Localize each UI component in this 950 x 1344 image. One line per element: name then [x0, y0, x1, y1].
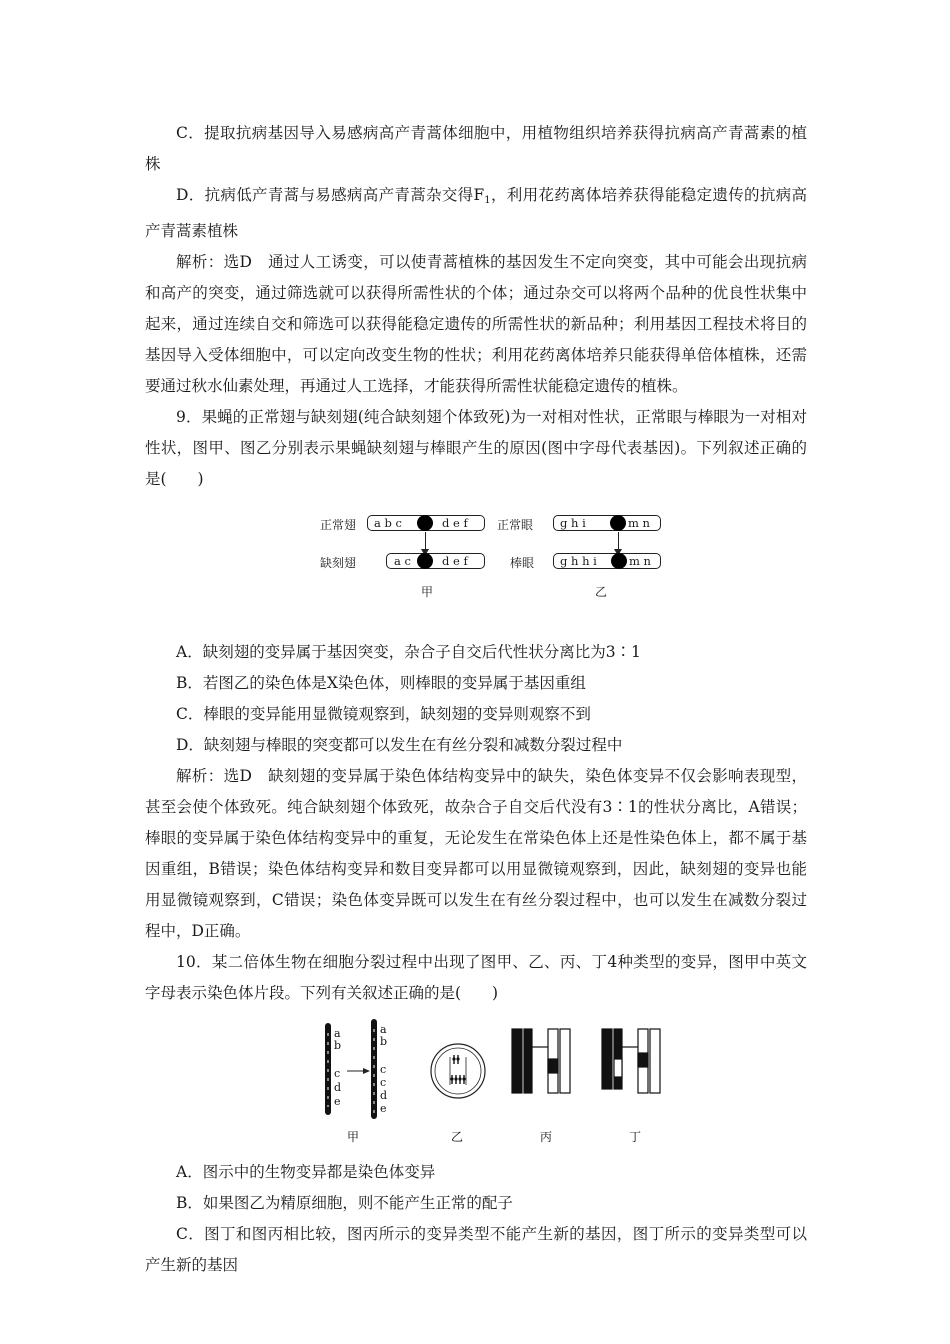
centromere [417, 515, 433, 531]
chromosomes-bing [512, 1029, 570, 1093]
notch-wing-label: 缺刻翅 [320, 556, 357, 570]
normal-eye-label: 正常眼 [497, 518, 534, 532]
q9-stem: 9．果蝇的正常翅与缺刻翅(纯合缺刻翅个体致死)为一对相对性状，正常眼与棒眼为一对相对性状，图甲、图乙分别表示果蝇缺刻翅与棒眼产生的原因(图中字母代表基因)。下列叙述正确的是( ) [145, 408, 807, 488]
q9-figure [145, 505, 807, 627]
letter: b [380, 1035, 388, 1048]
arrow-right-icon [363, 1068, 370, 1074]
bar-eye-label: 棒眼 [510, 556, 535, 570]
chromosome-bar-eye: g h h i m n [553, 553, 661, 569]
letter: b [334, 1039, 342, 1052]
chromosome-variation-diagram [145, 1017, 807, 1149]
caption-ding: 丁 [629, 1130, 642, 1144]
document-page [145, 118, 807, 1281]
caption-jia: 甲 [421, 585, 434, 599]
normal-wing-label: 正常翅 [320, 518, 357, 532]
q9-analysis: 解析：选D 缺刻翅的变异属于染色体结构变异中的缺失，染色体变异不仅会影响表现型，甚至会使个体致死。纯合缺刻翅个体致死，故杂合子自交后代没有3∶1的性状分离比，A错误；棒眼的变异属于染色体结构变异中的重复，无论发生在常染色体上还是性染色体上，都不属于基因重组，B错误；染色体结构变异和数目变异都可以用显微镜观察到，因此，缺刻翅的变异也能用显微镜观察到，C错误；染色体变异既可以发生在有丝分裂过程中，也可以发生在减数分裂过程中，D正确。 [145, 767, 807, 940]
q8-analysis: 解析：选D 通过人工诱变，可以使青蒿植株的基因发生不定向突变，其中可能会出现抗病和高产的突变，通过筛选就可以获得所需性状的个体；通过杂交可以将两个品种的优良性状集中起来，通过连续自交和筛选可以获得能稳定遗传的所需性状的新品种；利用基因工程技术将目的基因导入受体细胞中，可以定向改变生物的性状；利用花药离体培养只能获得单倍体植株，还需要通过秋水仙素处理，再通过人工选择，才能获得所需性状能稳定遗传的植株。 [145, 253, 807, 395]
q10-option-a: A．图示中的生物变异都是染色体变异 [176, 1163, 436, 1181]
arrow-down [618, 532, 619, 550]
letter: d [334, 1081, 342, 1094]
centromere [611, 553, 627, 569]
subscript-1: 1 [484, 195, 491, 206]
q8-option-d: D．抗病低产青蒿与易感病高产青蒿杂交得$F_1$，利用花药离体培养获得能稳定遗传的抗病高产青蒿素植株 [145, 186, 807, 240]
letter: e [380, 1102, 387, 1115]
letter: c [380, 1063, 387, 1076]
q8-option-c: C．提取抗病基因导入易感病高产青蒿体细胞中，用植物组织培养获得抗病高产青蒿素的植株 [145, 124, 807, 173]
q9-option-d: D．缺刻翅与棒眼的突变都可以发生在有丝分裂和减数分裂过程中 [176, 736, 623, 754]
q9-option-a: A．缺刻翅的变异属于基因突变，杂合子自交后代性状分离比为3∶1 [176, 643, 641, 661]
letter: a [334, 1027, 341, 1040]
letter: e [334, 1095, 341, 1108]
q10-option-b: B．如果图乙为精原细胞，则不能产生正常的配子 [176, 1194, 513, 1212]
centromere [610, 515, 626, 531]
letter: c [334, 1067, 341, 1080]
centromere [417, 553, 433, 569]
letter: d [380, 1089, 388, 1102]
letter: c [380, 1076, 387, 1089]
arrow-down [425, 532, 426, 550]
caption-bing: 丙 [540, 1130, 553, 1144]
chromosome-normal-wing: a b c d e f [367, 515, 485, 531]
q9-option-c: C．棒眼的变异能用显微镜观察到，缺刻翅的变异则观察不到 [176, 705, 591, 723]
caption-yi: 乙 [451, 1130, 464, 1144]
q10-stem: 10．某二倍体生物在细胞分裂过程中出现了图甲、乙、丙、丁4种类型的变异，图甲中英文字母表示染色体片段。下列有关叙述正确的是( ) [145, 953, 807, 1002]
chromosome-jia-right [371, 1019, 377, 1119]
q10-option-c: C．图丁和图丙相比较，图丙所示的变异类型不能产生新的基因，图丁所示的变异类型可以产生新的基因 [145, 1225, 807, 1274]
letter: a [380, 1023, 387, 1036]
jia-right-letters [380, 1023, 387, 1115]
q10-figure [145, 1017, 807, 1149]
jia-left-letters [334, 1027, 341, 1108]
chromosomes-ding [602, 1029, 660, 1093]
caption-jia: 甲 [347, 1130, 360, 1144]
q9-option-b: B．若图乙的染色体是X染色体，则棒眼的变异属于基因重组 [176, 674, 586, 692]
chromosome-normal-eye: g h i m n [553, 515, 661, 531]
chromosome-notch-wing: a c d e f [386, 553, 485, 569]
cell-yi [431, 1044, 485, 1098]
chromosome-jia-left [325, 1023, 331, 1115]
caption-yi: 乙 [595, 585, 608, 599]
